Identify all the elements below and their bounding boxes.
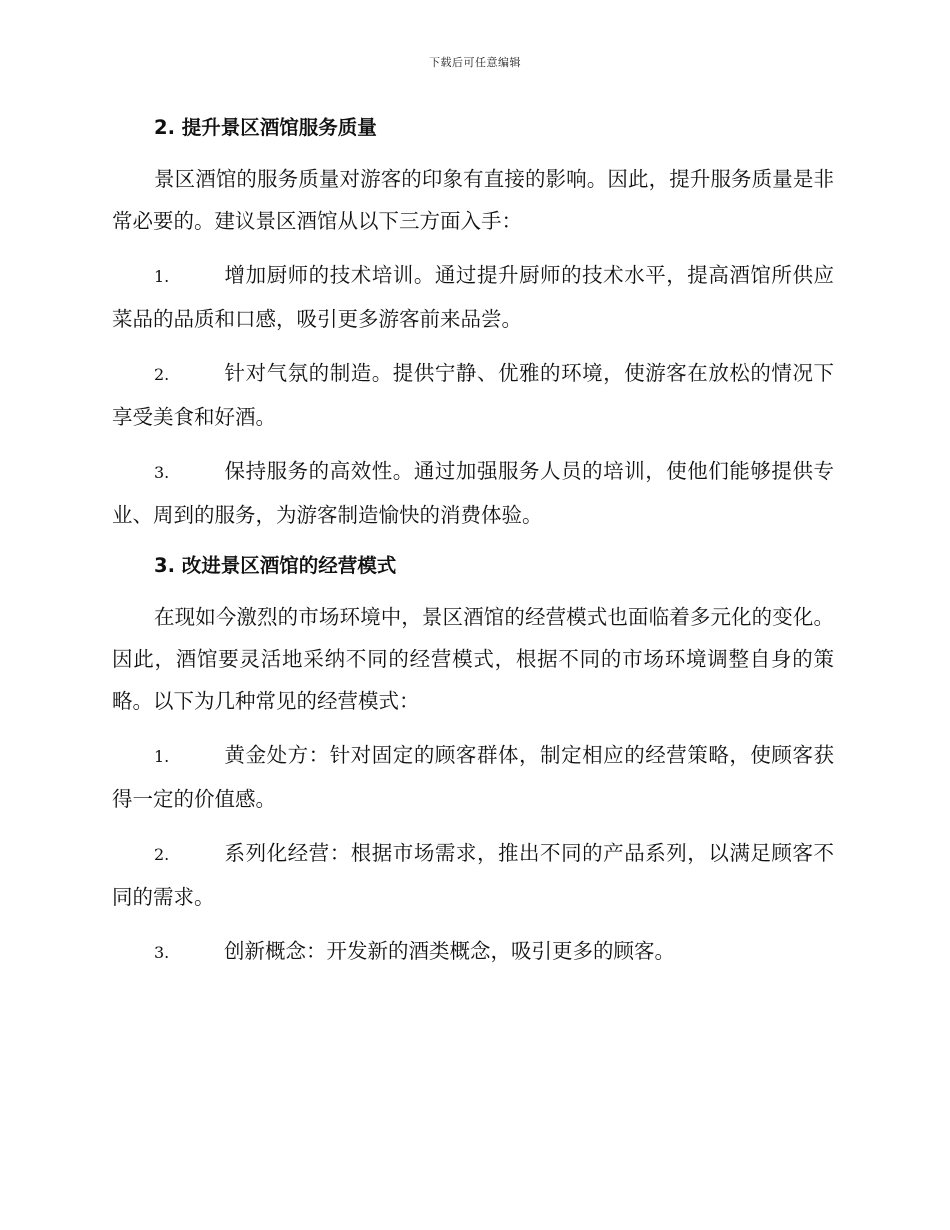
section-business-model — [112, 548, 834, 974]
list-item-number: 2. — [154, 365, 170, 384]
list-item-number: 1. — [154, 267, 170, 286]
list-item-text: 黄金处方：针对固定的顾客群体，制定相应的经营策略，使顾客获得一定的价值感。 — [112, 743, 834, 811]
list-item-text: 保持服务的高效性。通过加强服务人员的培训，使他们能够提供专业、周到的服务，为游客制造愉快的消费体验。 — [112, 459, 834, 527]
list-item-number: 3. — [154, 943, 170, 962]
list-item-number: 3. — [154, 463, 170, 482]
list-item-text: 创新概念：开发新的酒类概念，吸引更多的顾客。 — [224, 939, 675, 963]
list-item-text: 系列化经营：根据市场需求，推出不同的产品系列，以满足顾客不同的需求。 — [112, 841, 834, 909]
section-service-quality — [112, 110, 834, 536]
list-item — [112, 254, 834, 340]
list-item — [112, 832, 834, 918]
section-heading: 3. 改进景区酒馆的经营模式 — [154, 554, 397, 577]
section-intro-paragraph: 在现如今激烈的市场环境中，景区酒馆的经营模式也面临着多元化的变化。因此，酒馆要灵活地采纳不同的经营模式，根据不同的市场环境调整自身的策略。以下为几种常见的经营模式： — [112, 605, 834, 713]
header-note: 下载后可任意编辑 — [429, 56, 521, 69]
document-body — [112, 110, 834, 986]
list-item — [112, 450, 834, 536]
section-heading: 2. 提升景区酒馆服务质量 — [154, 116, 377, 139]
list-item — [112, 734, 834, 820]
list-item-number: 2. — [154, 845, 170, 864]
list-item-text: 针对气氛的制造。提供宁静、优雅的环境，使游客在放松的情况下享受美食和好酒。 — [112, 361, 834, 429]
section-intro-paragraph: 景区酒馆的服务质量对游客的印象有直接的影响。因此，提升服务质量是非常必要的。建议景区酒馆从以下三方面入手： — [112, 167, 834, 233]
list-item — [112, 352, 834, 438]
list-item — [112, 930, 834, 974]
list-item-text: 增加厨师的技术培训。通过提升厨师的技术水平，提高酒馆所供应菜品的品质和口感，吸引更多游客前来品尝。 — [112, 263, 834, 331]
list-item-number: 1. — [154, 747, 170, 766]
